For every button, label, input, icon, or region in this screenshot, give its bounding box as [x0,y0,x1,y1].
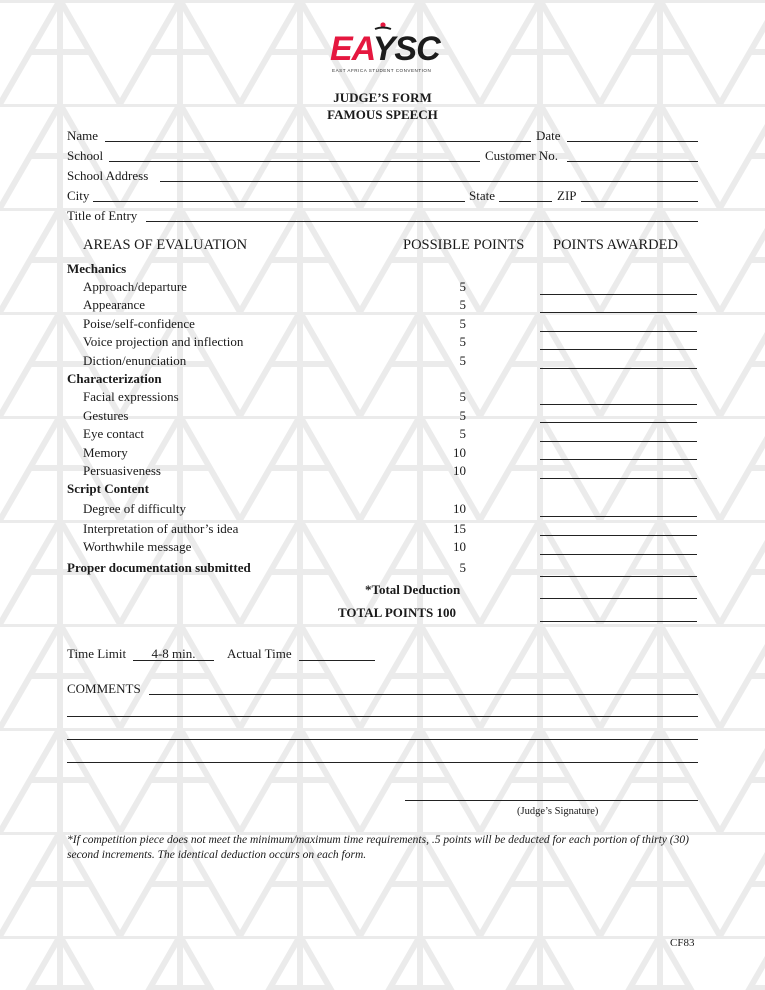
criterion-label: Approach/departure [83,279,187,294]
criterion-label: Gestures [83,408,129,423]
documentation-points: 5 [459,560,466,575]
points-awarded-field[interactable] [540,349,697,350]
name-label: Name [67,128,99,143]
possible-points: 5 [459,297,466,312]
possible-points: 5 [459,279,466,294]
points-awarded-field[interactable] [540,404,697,405]
points-awarded-header: POINTS AWARDED [553,237,678,253]
judge-signature-label: (Judge’s Signature) [517,806,599,817]
criterion-label: Worthwhile message [83,539,192,554]
customer-no-label: Customer No. [485,148,558,163]
easc-logo [330,22,438,78]
logo-subtitle: EAST AFRICA STUDENT CONVENTION [332,68,432,73]
title-of-entry-label: Title of Entry [67,208,138,223]
school-address-field[interactable] [160,181,698,182]
criterion-label: Voice projection and inflection [83,334,244,349]
criterion-label: Poise/self-confidence [83,316,195,331]
form-title: JUDGE’S FORM [333,90,432,105]
possible-points: 5 [459,426,466,441]
points-awarded-field[interactable] [540,441,697,442]
actual-time-field[interactable] [299,660,375,661]
documentation-awarded-field[interactable] [540,576,697,577]
date-label: Date [536,128,561,143]
category-characterization: Characterization [67,371,162,386]
criterion-label: Memory [83,445,128,460]
comments-line[interactable] [67,762,698,763]
time-limit-underline [133,660,214,661]
state-field[interactable] [499,201,552,202]
possible-points: 10 [453,463,466,478]
points-awarded-field[interactable] [540,478,697,479]
documentation-label: Proper documentation submitted [67,560,251,575]
form-subtitle: FAMOUS SPEECH [327,107,438,122]
city-label: City [67,188,90,203]
name-field[interactable] [105,141,531,142]
criterion-label: Degree of difficulty [83,501,186,516]
comments-label: COMMENTS [67,681,141,696]
criterion-label: Interpretation of author’s idea [83,521,239,536]
possible-points: 10 [453,445,466,460]
deduction-footnote: *If competition piece does not meet the minimum/maximum time requirements, .5 points will be deducted for each portion of thirty (30) second increments. The identical deduction occurs on each form. [67,834,689,861]
customer-no-field[interactable] [567,161,698,162]
zip-field[interactable] [581,201,698,202]
points-awarded-field[interactable] [540,459,697,460]
areas-of-evaluation-header: AREAS OF EVALUATION [83,237,248,253]
points-awarded-field[interactable] [540,554,697,555]
title-of-entry-field[interactable] [146,221,698,222]
possible-points: 5 [459,334,466,349]
date-field[interactable] [567,141,698,142]
school-address-label: School Address [67,168,149,183]
points-awarded-field[interactable] [540,535,697,536]
points-awarded-field[interactable] [540,422,697,423]
judge-signature-field[interactable] [405,800,698,801]
possible-points: 5 [459,353,466,368]
points-awarded-field[interactable] [540,331,697,332]
school-label: School [67,148,104,163]
criterion-label: Facial expressions [83,389,179,404]
form-code: CF83 [670,937,695,949]
zip-label: ZIP [557,188,577,203]
time-limit-label: Time Limit [67,646,127,661]
time-limit-value: 4-8 min. [151,646,196,661]
actual-time-label: Actual Time [227,646,292,661]
possible-points: 5 [459,389,466,404]
category-mechanics: Mechanics [67,261,127,276]
total-deduction-label: *Total Deduction [365,582,461,597]
possible-points: 15 [453,521,466,536]
possible-points: 10 [453,501,466,516]
points-awarded-field[interactable] [540,294,697,295]
state-label: State [469,188,495,203]
possible-points: 5 [459,316,466,331]
comments-line[interactable] [67,716,698,717]
points-awarded-field[interactable] [540,368,697,369]
city-field[interactable] [93,201,465,202]
total-deduction-field[interactable] [540,598,697,599]
points-awarded-field[interactable] [540,312,697,313]
possible-points: 10 [453,539,466,554]
possible-points-header: POSSIBLE POINTS [403,237,525,253]
criterion-label: Appearance [83,297,146,312]
points-awarded-field[interactable] [540,516,697,517]
criterion-label: Persuasiveness [83,463,161,478]
total-points-label: TOTAL POINTS 100 [338,605,456,620]
criterion-label: Diction/enunciation [83,353,187,368]
logo-text: EAYSC [330,30,440,68]
comments-field[interactable] [149,694,698,695]
criterion-label: Eye contact [83,426,144,441]
total-points-field[interactable] [540,621,697,622]
category-script-content: Script Content [67,481,149,496]
possible-points: 5 [459,408,466,423]
school-field[interactable] [109,161,480,162]
comments-line[interactable] [67,739,698,740]
